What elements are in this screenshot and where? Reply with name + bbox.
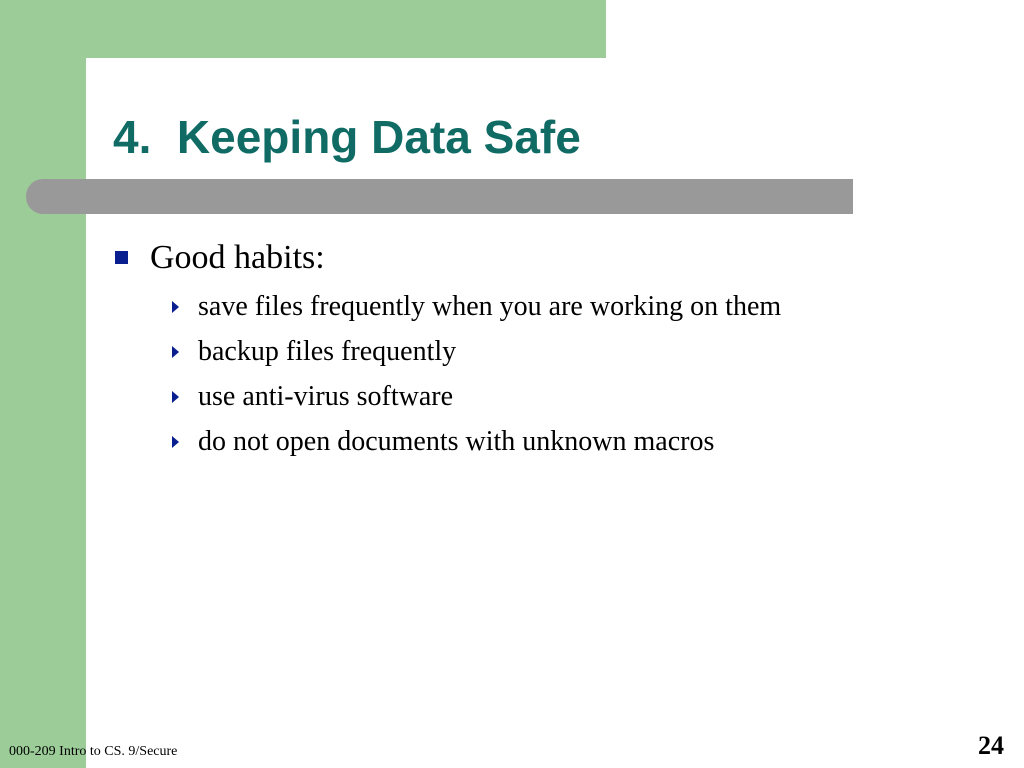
slide-footer: 000-209 Intro to CS. 9/Secure xyxy=(9,744,178,759)
green-frame-top xyxy=(0,0,606,58)
triangle-arrow-icon xyxy=(172,436,179,448)
main-bullet-text: Good habits: xyxy=(150,239,325,276)
sub-bullet-item xyxy=(170,419,781,464)
triangle-arrow-icon xyxy=(172,346,179,358)
slide-title: 4. Keeping Data Safe xyxy=(113,111,581,163)
sub-bullet-text: backup files frequently xyxy=(198,336,457,367)
sub-bullet-item xyxy=(170,374,781,419)
sub-bullet-text: do not open documents with unknown macros xyxy=(198,426,715,457)
title-divider xyxy=(26,179,853,214)
green-frame-left xyxy=(0,0,86,768)
page-number: 24 xyxy=(978,731,1004,760)
main-bullet xyxy=(115,236,325,280)
sub-bullet-list xyxy=(170,284,781,464)
sub-bullet-item xyxy=(170,329,781,374)
sub-bullet-text: save files frequently when you are working on them xyxy=(198,291,782,322)
square-bullet-icon xyxy=(115,251,128,264)
triangle-arrow-icon xyxy=(172,391,179,403)
sub-bullet-text: use anti-virus software xyxy=(198,381,454,412)
triangle-arrow-icon xyxy=(172,301,179,313)
sub-bullet-item xyxy=(170,284,781,329)
